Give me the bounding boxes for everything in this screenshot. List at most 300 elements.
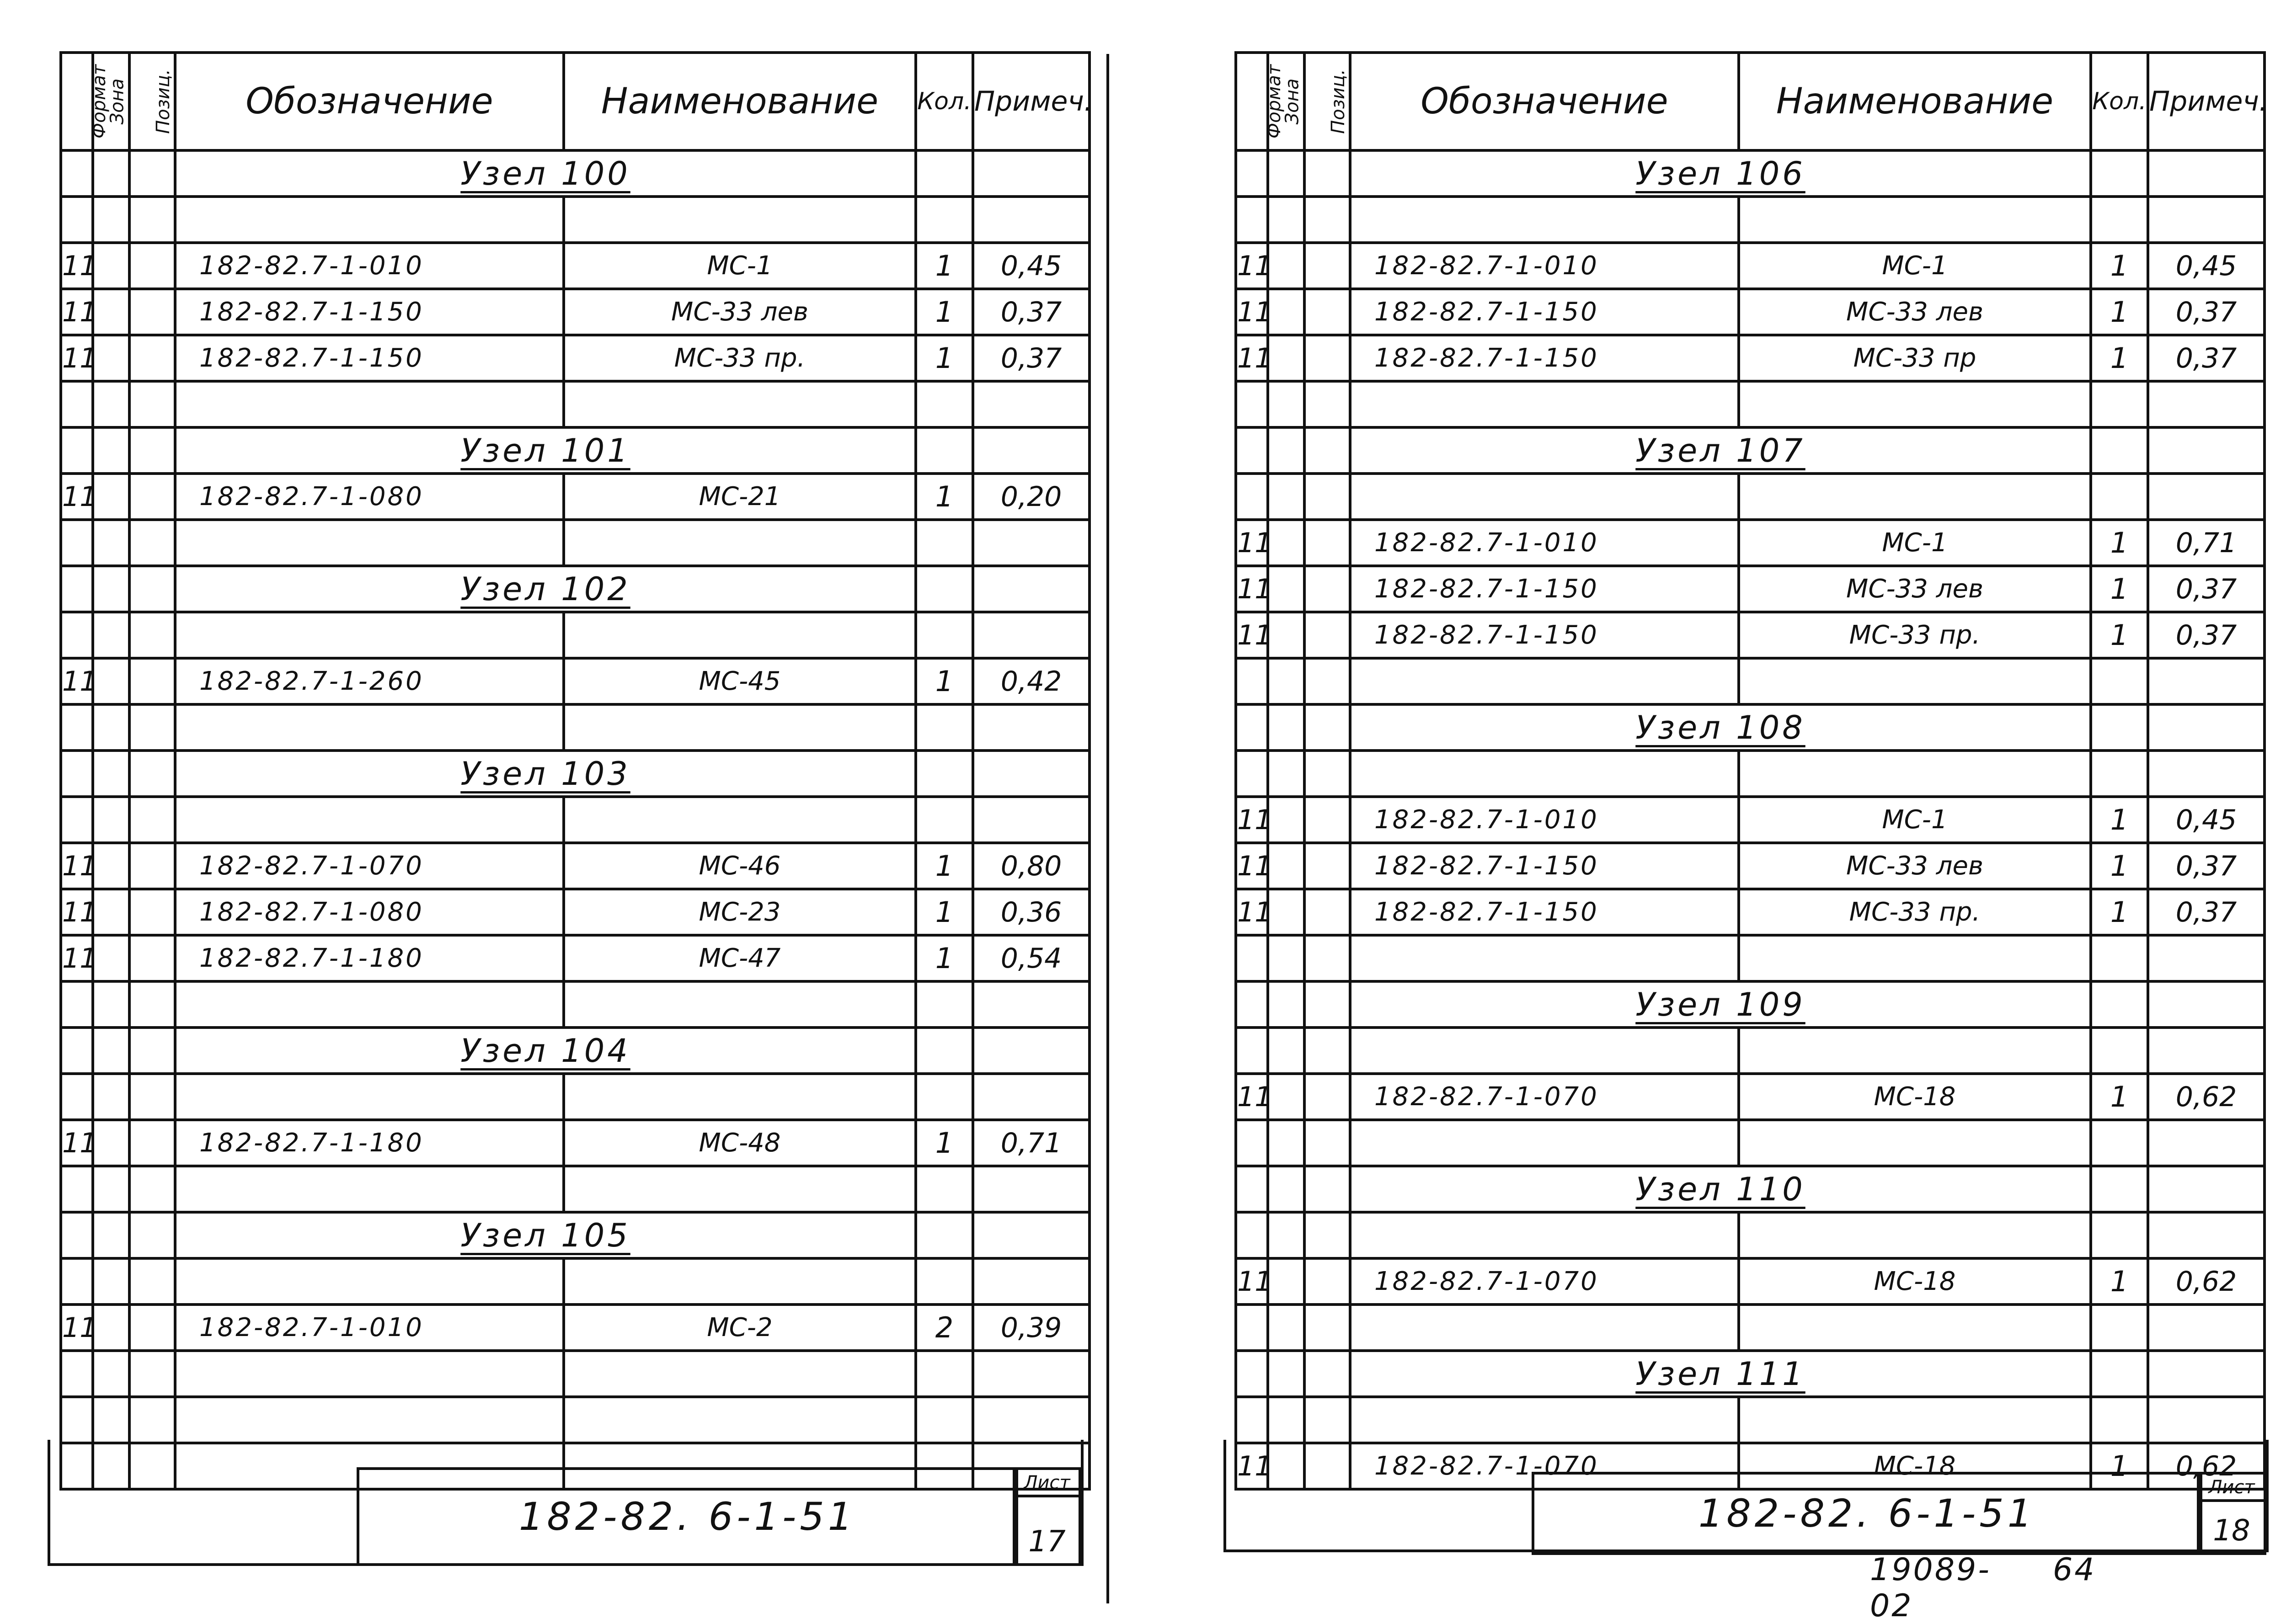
name-cell — [564, 1258, 916, 1305]
format-cell — [1236, 935, 1268, 981]
zone-cell — [1268, 1028, 1304, 1074]
position-cell — [1304, 1305, 1350, 1351]
qty-cell — [916, 1028, 973, 1074]
format-cell: 11 — [1236, 797, 1268, 843]
zone-cell — [93, 289, 129, 335]
name-cell: МС-33 пр. — [1739, 612, 2091, 658]
empty-row — [61, 1397, 1090, 1443]
note-cell: 0,71 — [973, 1120, 1090, 1166]
format-cell — [61, 981, 93, 1028]
designation-cell — [1350, 751, 1739, 797]
note-cell: 0,62 — [2148, 1074, 2265, 1120]
qty-cell: 1 — [916, 935, 973, 981]
assembly-header-row — [61, 1028, 1090, 1074]
zone-cell — [1268, 427, 1304, 474]
qty-cell: 1 — [916, 658, 973, 704]
note-cell: 0,37 — [973, 289, 1090, 335]
position-cell — [1304, 889, 1350, 935]
right-sheet-number-box — [2197, 1472, 2266, 1555]
table-row — [1236, 335, 2265, 381]
format-cell: 11 — [1236, 1074, 1268, 1120]
note-cell — [973, 1351, 1090, 1397]
name-cell: МС-33 лев — [1739, 289, 2091, 335]
format-cell — [61, 1212, 93, 1258]
assembly-header-row — [1236, 1166, 2265, 1212]
qty-cell — [2091, 704, 2148, 751]
format-cell: 11 — [1236, 566, 1268, 612]
name-cell: МС-33 пр. — [564, 335, 916, 381]
name-cell — [564, 1166, 916, 1212]
format-cell: 11 — [1236, 612, 1268, 658]
zone-cell — [1268, 289, 1304, 335]
assembly-title — [1350, 1166, 2091, 1212]
qty-cell — [2091, 751, 2148, 797]
position-cell — [129, 1305, 175, 1351]
zone-cell — [1268, 889, 1304, 935]
empty-row — [1236, 474, 2265, 520]
designation-cell — [1350, 1028, 1739, 1074]
format-cell: 11 — [61, 843, 93, 889]
position-cell — [129, 1258, 175, 1305]
empty-row — [61, 797, 1090, 843]
name-cell: МС-21 — [564, 474, 916, 520]
table-row — [1236, 243, 2265, 289]
qty-cell: 1 — [2091, 1074, 2148, 1120]
name-cell — [564, 981, 916, 1028]
table-row — [1236, 1074, 2265, 1120]
table-row — [61, 935, 1090, 981]
assembly-header-row — [1236, 1351, 2265, 1397]
table-row — [61, 474, 1090, 520]
format-cell — [1236, 981, 1268, 1028]
assembly-header-row — [61, 427, 1090, 474]
qty-cell — [2091, 1305, 2148, 1351]
name-cell — [564, 520, 916, 566]
name-cell: МС-18 — [1739, 1443, 2091, 1489]
designation-cell — [175, 612, 564, 658]
qty-cell — [916, 1351, 973, 1397]
empty-row — [1236, 1397, 2265, 1443]
zone-cell — [93, 658, 129, 704]
zone-cell — [1268, 704, 1304, 751]
format-cell — [61, 751, 93, 797]
format-cell — [1236, 427, 1268, 474]
format-cell — [61, 150, 93, 197]
assembly-title — [1350, 427, 2091, 474]
note-cell: 0,37 — [2148, 335, 2265, 381]
table-row — [61, 658, 1090, 704]
zone-cell — [1268, 612, 1304, 658]
name-cell: МС-45 — [564, 658, 916, 704]
format-cell: 11 — [61, 335, 93, 381]
format-cell — [1236, 1120, 1268, 1166]
format-cell — [61, 704, 93, 751]
format-cell: 11 — [61, 658, 93, 704]
right-spec-table — [1234, 51, 2266, 1491]
format-cell — [1236, 1028, 1268, 1074]
qty-cell — [2091, 1028, 2148, 1074]
position-cell — [129, 1166, 175, 1212]
table-row — [1236, 566, 2265, 612]
name-cell — [564, 1074, 916, 1120]
zone-cell — [1268, 797, 1304, 843]
table-row — [61, 1305, 1090, 1351]
zone-cell — [93, 335, 129, 381]
empty-row — [61, 704, 1090, 751]
assembly-header-row — [61, 751, 1090, 797]
note-cell — [2148, 1028, 2265, 1074]
qty-cell: 1 — [2091, 520, 2148, 566]
note-cell — [973, 612, 1090, 658]
note-cell — [2148, 981, 2265, 1028]
zone-cell — [1268, 1351, 1304, 1397]
qty-cell: 1 — [2091, 289, 2148, 335]
qty-cell — [2091, 381, 2148, 427]
position-cell — [129, 243, 175, 289]
position-cell — [1304, 843, 1350, 889]
name-cell — [1739, 1028, 2091, 1074]
format-cell: 11 — [61, 1120, 93, 1166]
note-cell — [973, 427, 1090, 474]
format-cell: 11 — [61, 289, 93, 335]
note-cell — [973, 1074, 1090, 1120]
name-cell: МС-33 лев — [1739, 566, 2091, 612]
format-cell — [61, 1351, 93, 1397]
qty-cell — [916, 1074, 973, 1120]
format-cell — [61, 381, 93, 427]
format-cell — [1236, 1351, 1268, 1397]
position-cell — [1304, 566, 1350, 612]
zone-cell — [1268, 335, 1304, 381]
name-cell — [564, 1397, 916, 1443]
designation-cell: 182-82.7-1-080 — [175, 889, 564, 935]
position-cell — [1304, 197, 1350, 243]
name-cell: МС-1 — [1739, 797, 2091, 843]
qty-cell: 1 — [2091, 843, 2148, 889]
qty-cell — [916, 520, 973, 566]
zone-cell — [93, 1258, 129, 1305]
format-cell: 11 — [61, 889, 93, 935]
note-cell: 0,37 — [2148, 566, 2265, 612]
header-zone: Зона — [1268, 53, 1304, 150]
position-cell — [129, 1351, 175, 1397]
designation-cell — [175, 520, 564, 566]
designation-cell — [175, 197, 564, 243]
designation-cell: 182-82.7-1-070 — [1350, 1258, 1739, 1305]
qty-cell — [916, 981, 973, 1028]
assembly-header-row — [61, 150, 1090, 197]
name-cell: МС-46 — [564, 843, 916, 889]
designation-cell: 182-82.7-1-150 — [1350, 335, 1739, 381]
zone-cell — [93, 427, 129, 474]
format-cell — [1236, 197, 1268, 243]
name-cell — [564, 704, 916, 751]
qty-cell — [2091, 197, 2148, 243]
format-cell — [61, 797, 93, 843]
format-cell: 11 — [1236, 243, 1268, 289]
position-cell — [129, 843, 175, 889]
left-sheet-number-box — [1013, 1467, 1081, 1566]
zone-cell — [1268, 658, 1304, 704]
designation-cell — [1350, 1212, 1739, 1258]
format-cell — [1236, 1305, 1268, 1351]
position-cell — [129, 335, 175, 381]
designation-cell — [175, 1166, 564, 1212]
header-format: Формат — [61, 53, 93, 150]
designation-cell — [175, 797, 564, 843]
zone-cell — [1268, 520, 1304, 566]
position-cell — [1304, 1397, 1350, 1443]
qty-cell — [916, 381, 973, 427]
note-cell — [2148, 150, 2265, 197]
note-cell — [973, 1028, 1090, 1074]
qty-cell: 1 — [2091, 335, 2148, 381]
note-cell — [973, 197, 1090, 243]
zone-cell — [93, 243, 129, 289]
note-cell — [2148, 1120, 2265, 1166]
position-cell — [129, 981, 175, 1028]
note-cell — [973, 797, 1090, 843]
assembly-title-text: Узел 105 — [460, 1216, 630, 1254]
position-cell — [129, 427, 175, 474]
assembly-title — [1350, 704, 2091, 751]
position-cell — [129, 1074, 175, 1120]
header-name: Наименование — [1739, 53, 2091, 150]
position-cell — [1304, 243, 1350, 289]
zone-cell — [1268, 474, 1304, 520]
qty-cell — [916, 612, 973, 658]
qty-cell — [2091, 658, 2148, 704]
position-cell — [129, 1120, 175, 1166]
header-name: Наименование — [564, 53, 916, 150]
note-cell — [2148, 1351, 2265, 1397]
designation-cell — [175, 1258, 564, 1305]
position-cell — [129, 704, 175, 751]
position-cell — [129, 289, 175, 335]
format-cell — [1236, 751, 1268, 797]
format-cell: 11 — [1236, 843, 1268, 889]
zone-cell — [1268, 243, 1304, 289]
position-cell — [1304, 427, 1350, 474]
qty-cell — [2091, 1351, 2148, 1397]
position-cell — [129, 935, 175, 981]
note-cell: 0,45 — [2148, 243, 2265, 289]
table-row — [1236, 797, 2265, 843]
note-cell — [973, 520, 1090, 566]
note-cell: 0,42 — [973, 658, 1090, 704]
designation-cell: 182-82.7-1-080 — [175, 474, 564, 520]
note-cell — [2148, 474, 2265, 520]
zone-cell — [1268, 1397, 1304, 1443]
format-cell — [1236, 381, 1268, 427]
name-cell: МС-18 — [1739, 1258, 2091, 1305]
assembly-title — [175, 150, 916, 197]
format-cell: 11 — [61, 474, 93, 520]
designation-cell — [1350, 658, 1739, 704]
archive-number: 19089-02 — [1870, 1552, 1991, 1624]
position-cell — [129, 797, 175, 843]
empty-row — [61, 1351, 1090, 1397]
note-cell — [973, 751, 1090, 797]
format-cell — [61, 1397, 93, 1443]
assembly-title-text: Узел 110 — [1635, 1170, 1805, 1208]
note-cell: 0,39 — [973, 1305, 1090, 1351]
format-cell — [61, 1028, 93, 1074]
zone-cell — [1268, 1120, 1304, 1166]
designation-cell — [1350, 381, 1739, 427]
designation-cell — [1350, 1120, 1739, 1166]
position-cell — [129, 889, 175, 935]
qty-cell: 1 — [916, 474, 973, 520]
zone-cell — [1268, 197, 1304, 243]
empty-row — [61, 981, 1090, 1028]
zone-cell — [93, 797, 129, 843]
note-cell: 0,36 — [973, 889, 1090, 935]
note-cell: 0,54 — [973, 935, 1090, 981]
position-cell — [129, 612, 175, 658]
assembly-title-text: Узел 102 — [460, 570, 630, 608]
table-row — [61, 889, 1090, 935]
designation-cell: 182-82.7-1-150 — [1350, 289, 1739, 335]
assembly-header-row — [61, 566, 1090, 612]
qty-cell: 1 — [2091, 243, 2148, 289]
position-cell — [129, 197, 175, 243]
assembly-title-text: Узел 111 — [1635, 1355, 1805, 1393]
table-row — [1236, 843, 2265, 889]
empty-row — [1236, 1028, 2265, 1074]
zone-cell — [93, 1212, 129, 1258]
format-cell: 11 — [1236, 335, 1268, 381]
qty-cell — [916, 150, 973, 197]
qty-cell: 1 — [916, 243, 973, 289]
note-cell: 0,37 — [2148, 843, 2265, 889]
format-cell — [1236, 1397, 1268, 1443]
zone-cell — [93, 704, 129, 751]
position-cell — [129, 751, 175, 797]
left-header-row — [61, 53, 1090, 150]
position-cell — [1304, 1212, 1350, 1258]
designation-cell: 182-82.7-1-150 — [1350, 566, 1739, 612]
assembly-title-text: Узел 103 — [460, 755, 630, 793]
format-cell: 11 — [61, 935, 93, 981]
format-cell — [61, 1074, 93, 1120]
position-cell — [1304, 289, 1350, 335]
qty-cell — [916, 797, 973, 843]
qty-cell — [916, 1212, 973, 1258]
note-cell — [973, 981, 1090, 1028]
name-cell: МС-18 — [1739, 1074, 2091, 1120]
right-sheet-number: 18 — [2213, 1514, 2250, 1548]
note-cell — [973, 1258, 1090, 1305]
designation-cell: 182-82.7-1-010 — [1350, 797, 1739, 843]
position-cell — [129, 520, 175, 566]
header-note: Примеч. — [2148, 53, 2265, 150]
position-cell — [129, 566, 175, 612]
position-cell — [129, 1028, 175, 1074]
designation-cell: 182-82.7-1-010 — [1350, 243, 1739, 289]
header-position: Позиц. — [1304, 53, 1350, 150]
position-cell — [129, 381, 175, 427]
note-cell — [973, 150, 1090, 197]
qty-cell — [2091, 1397, 2148, 1443]
position-cell — [1304, 381, 1350, 427]
position-cell — [1304, 1166, 1350, 1212]
empty-row — [61, 1258, 1090, 1305]
empty-row — [1236, 1120, 2265, 1166]
name-cell — [1739, 1305, 2091, 1351]
position-cell — [1304, 474, 1350, 520]
zone-cell — [1268, 150, 1304, 197]
empty-row — [61, 520, 1090, 566]
table-row — [61, 843, 1090, 889]
qty-cell: 2 — [916, 1305, 973, 1351]
table-row — [1236, 289, 2265, 335]
position-cell — [1304, 751, 1350, 797]
qty-cell: 1 — [2091, 889, 2148, 935]
name-cell: МС-33 лев — [1739, 843, 2091, 889]
left-sheet-number: 17 — [1028, 1525, 1066, 1559]
designation-cell — [175, 1397, 564, 1443]
qty-cell — [2091, 935, 2148, 981]
note-cell: 0,37 — [2148, 289, 2265, 335]
note-cell: 0,71 — [2148, 520, 2265, 566]
assembly-header-row — [1236, 981, 2265, 1028]
format-cell — [61, 612, 93, 658]
header-designation: Обозначение — [175, 53, 564, 150]
designation-cell: 182-82.7-1-070 — [1350, 1443, 1739, 1489]
assembly-title-text: Узел 104 — [460, 1032, 630, 1070]
table-row — [1236, 1258, 2265, 1305]
note-cell — [973, 704, 1090, 751]
position-cell — [129, 1397, 175, 1443]
designation-cell: 182-82.7-1-150 — [1350, 612, 1739, 658]
format-cell — [1236, 1212, 1268, 1258]
designation-cell: 182-82.7-1-010 — [1350, 520, 1739, 566]
header-position: Позиц. — [129, 53, 175, 150]
zone-cell — [93, 150, 129, 197]
empty-row — [61, 197, 1090, 243]
zone-cell — [1268, 566, 1304, 612]
assembly-title — [175, 1212, 916, 1258]
zone-cell — [1268, 1212, 1304, 1258]
right-sheet-label: Лист — [2200, 1476, 2264, 1502]
table-row — [1236, 520, 2265, 566]
header-zone: Зона — [93, 53, 129, 150]
name-cell: МС-33 пр — [1739, 335, 2091, 381]
designation-cell — [1350, 935, 1739, 981]
position-cell — [129, 1212, 175, 1258]
zone-cell — [93, 843, 129, 889]
position-cell — [1304, 1351, 1350, 1397]
format-cell — [1236, 658, 1268, 704]
name-cell — [1739, 1397, 2091, 1443]
zone-cell — [93, 1028, 129, 1074]
position-cell — [129, 474, 175, 520]
zone-cell — [93, 1351, 129, 1397]
position-cell — [129, 658, 175, 704]
empty-row — [61, 381, 1090, 427]
designation-cell: 182-82.7-1-070 — [175, 843, 564, 889]
zone-cell — [93, 197, 129, 243]
name-cell: МС-2 — [564, 1305, 916, 1351]
qty-cell: 1 — [2091, 612, 2148, 658]
designation-cell — [1350, 1397, 1739, 1443]
position-cell — [1304, 981, 1350, 1028]
name-cell: МС-47 — [564, 935, 916, 981]
assembly-title-text: Узел 109 — [1635, 985, 1805, 1023]
format-cell — [1236, 1166, 1268, 1212]
designation-cell — [175, 704, 564, 751]
